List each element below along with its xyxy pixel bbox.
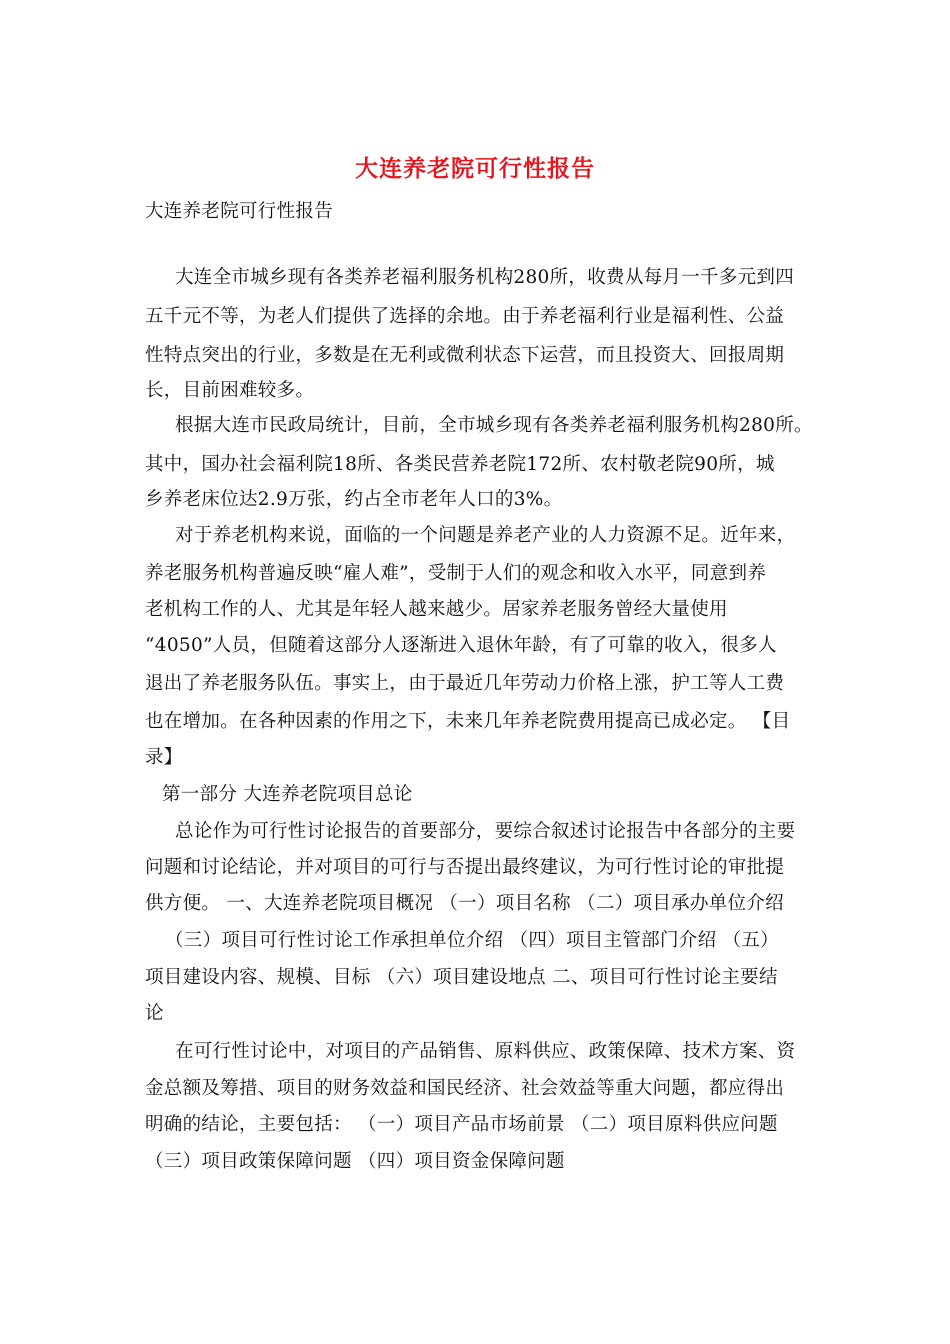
paragraph-line: 性特点突出的行业，多数是在无利或微利状态下运营，而且投资大、回报周期 xyxy=(145,345,785,366)
paragraph-line: 大连全市城乡现有各类养老福利服务机构280所，收费从每月一千多元到四 xyxy=(175,267,795,288)
paragraph-line: 退出了养老服务队伍。事实上，由于最近几年劳动力价格上涨，护工等人工费 xyxy=(145,673,785,694)
paragraph-line: 明确的结论，主要包括： （一）项目产品市场前景 （二）项目原料供应问题 xyxy=(145,1114,778,1135)
paragraph-line: 乡养老床位达2.9万张，约占全市老年人口的3%。 xyxy=(145,489,563,510)
paragraph-line: 养老服务机构普遍反映“雇人难”，受制于人们的观念和收入水平，同意到养 xyxy=(145,563,767,584)
document-title: 大连养老院可行性报告 xyxy=(355,155,595,182)
paragraph-line: “4050”人员，但随着这部分人逐渐进入退休年龄，有了可靠的收入，很多人 xyxy=(145,635,777,656)
paragraph-line: 根据大连市民政局统计，目前，全市城乡现有各类养老福利服务机构280所。 xyxy=(175,415,813,436)
paragraph-line: 也在增加。在各种因素的作用之下，未来几年养老院费用提高已成必定。 【目 xyxy=(145,711,791,732)
paragraph-line: 供方便。 一、大连养老院项目概况 （一）项目名称 （二）项目承办单位介绍 xyxy=(145,893,784,914)
paragraph-line: 项目建设内容、规模、目标 （六）项目建设地点 二、项目可行性讨论主要结 xyxy=(145,967,778,988)
paragraph-line: 在可行性讨论中，对项目的产品销售、原料供应、政策保障、技术方案、资 xyxy=(175,1041,796,1062)
paragraph-line: 其中，国办社会福利院18所、各类民营养老院172所、农村敬老院90所，城 xyxy=(145,454,775,475)
paragraph-line: 五千元不等，为老人们提供了选择的余地。由于养老福利行业是福利性、公益 xyxy=(145,306,785,327)
paragraph-line: 录】 xyxy=(145,747,183,768)
paragraph-line: 总论作为可行性讨论报告的首要部分，要综合叙述讨论报告中各部分的主要 xyxy=(175,821,796,842)
paragraph-line: 问题和讨论结论，并对项目的可行与否提出最终建议，为可行性讨论的审批提 xyxy=(145,857,785,878)
paragraph-line: （三）项目政策保障问题 （四）项目资金保障问题 xyxy=(145,1151,565,1172)
document-subtitle: 大连养老院可行性报告 xyxy=(145,201,334,222)
paragraph-line: 金总额及筹措、项目的财务效益和国民经济、社会效益等重大问题，都应得出 xyxy=(145,1078,785,1099)
paragraph-line: 对于养老机构来说，面临的一个问题是养老产业的人力资源不足。近年来， xyxy=(175,525,796,546)
paragraph-line: 长，目前困难较多。 xyxy=(145,380,315,401)
paragraph-line: 老机构工作的人、尤其是年轻人越来越少。居家养老服务曾经大量使用 xyxy=(145,599,728,620)
paragraph-line: （三）项目可行性讨论工作承担单位介绍 （四）项目主管部门介绍 （五） xyxy=(165,930,779,951)
paragraph-line: 论 xyxy=(145,1003,164,1024)
section-heading: 第一部分 大连养老院项目总论 xyxy=(162,784,413,805)
